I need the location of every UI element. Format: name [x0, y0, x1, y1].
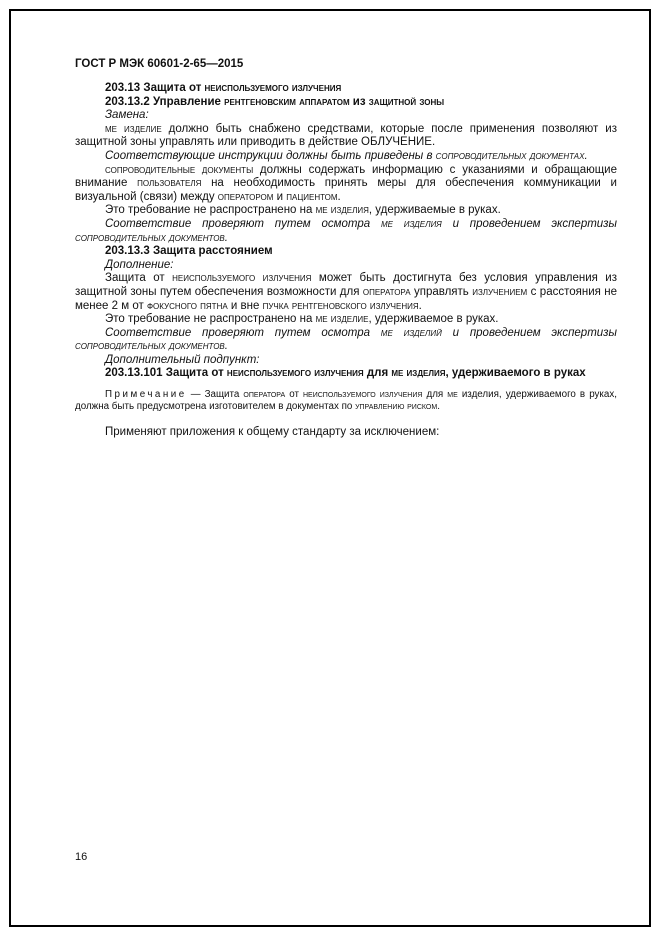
text-segment: , удерживаемые в руках.	[368, 204, 501, 217]
text-segment: от	[285, 389, 303, 401]
text-segment: и вне	[227, 299, 263, 312]
text-segment: 203.13 Защита от	[105, 82, 205, 94]
paragraph	[75, 426, 617, 440]
text-segment: с расстояния не менее 2 м от	[75, 285, 618, 312]
paragraph	[75, 218, 617, 245]
text-segment: на необходимость принять меры для обеспечения коммуникации и визуальной (связи) между	[75, 177, 617, 203]
text-segment: Это требование не распространено на	[105, 204, 316, 217]
text-segment: .	[224, 231, 228, 244]
text-segment: из	[349, 95, 369, 108]
paragraph	[75, 82, 617, 96]
paragraph	[75, 272, 617, 313]
text-segment: управлять	[410, 285, 473, 298]
paragraph	[75, 96, 617, 110]
text-segment: пользователя	[137, 177, 202, 190]
paragraph	[75, 204, 617, 218]
paragraph	[75, 313, 617, 327]
document-paragraphs	[75, 82, 617, 440]
paragraph	[75, 123, 617, 150]
document-header: ГОСТ Р МЭК 60601-2-65—2015	[75, 58, 244, 70]
text-segment: должно быть снабжено средствами, которые после применения позволяют из защитной зоны управлять или приводить в действие ОБЛУЧЕНИЕ.	[75, 122, 617, 149]
text-segment: Это требование не распространено на	[105, 313, 316, 326]
text-segment: оператором	[217, 190, 274, 203]
text-segment: ме изделие	[315, 313, 369, 326]
text-segment: может быть достигнута без условия управления из защитной зоны путем обеспечения возможности для	[75, 272, 618, 298]
text-segment: 203.13.3 Защита расстоянием	[105, 245, 273, 258]
text-segment: Дополнительный подпункт:	[105, 353, 260, 366]
text-segment: и проведением экспертизы	[441, 326, 617, 339]
text-segment: для	[422, 389, 448, 401]
text-segment: ме изделия	[380, 217, 442, 230]
text-segment: неиспользуемого излучения	[226, 367, 364, 380]
text-segment: ме	[447, 389, 458, 401]
text-segment: .	[584, 149, 588, 162]
page-number: 16	[75, 851, 88, 863]
paragraph	[75, 245, 617, 259]
paragraph	[75, 367, 617, 381]
text-segment: .	[224, 340, 228, 353]
text-segment: ме изделий	[380, 326, 442, 339]
text-segment: сопроводительных документов	[75, 231, 225, 244]
text-segment: Соответствующие инструкции должны быть приведены в	[105, 149, 436, 162]
text-segment: и проведением экспертизы	[441, 217, 617, 230]
text-segment: ме изделие	[105, 122, 162, 135]
text-segment: Соответствие проверяют путем осмотра	[105, 326, 381, 339]
text-segment: для	[363, 367, 392, 380]
text-segment: неиспользуемого излучения	[302, 389, 423, 401]
text-segment: Применяют приложения к общему стандарту за исключением:	[105, 426, 440, 439]
text-segment: неиспользуемого излучения	[172, 272, 312, 285]
text-segment: .	[437, 400, 440, 412]
text-segment: фокусного пятна	[146, 299, 228, 312]
text-segment: — Защита	[186, 389, 244, 401]
text-segment: сопроводительных документах	[435, 149, 585, 162]
text-segment: .	[418, 299, 422, 312]
text-segment: пучка рентгеновского излучения	[262, 299, 419, 312]
text-segment: Замена:	[105, 109, 149, 122]
text-segment: , удерживаемого в руках	[445, 367, 586, 380]
text-segment: ме изделия	[315, 204, 369, 217]
text-segment: Примечание	[105, 389, 187, 401]
paragraph	[75, 327, 617, 354]
text-segment: излучением	[472, 285, 528, 298]
text-segment: неиспользуемого излучения	[204, 82, 342, 94]
text-segment: оператора	[362, 285, 411, 298]
text-segment: 203.13.2 Управление	[105, 95, 225, 108]
paragraph	[75, 259, 617, 273]
paragraph	[75, 150, 617, 164]
text-segment: пациентом	[286, 190, 338, 203]
text-segment: Соответствие проверяют путем осмотра	[105, 217, 381, 230]
text-segment: должны содержать информацию с указаниями и обращающие внимание	[75, 163, 617, 190]
text-segment: Дополнение:	[105, 258, 174, 271]
paragraph	[75, 354, 617, 368]
text-segment: изделия, удерживаемого в руках, должна быть предусмотрена изготовителем в документах по	[75, 389, 617, 412]
text-segment: 203.13.101 Защита от	[105, 367, 227, 380]
text-segment: и	[273, 190, 287, 203]
text-segment: защитной зоны	[368, 95, 445, 108]
text-segment: ме изделия	[391, 367, 446, 380]
text-segment: рентгеновским аппаратом	[224, 95, 350, 108]
text-segment: .	[337, 190, 341, 203]
paragraph	[75, 164, 617, 205]
paragraph	[75, 389, 617, 412]
text-segment: управлению риском	[355, 400, 438, 412]
paragraph	[75, 109, 617, 123]
text-segment: , удерживаемое в руках.	[368, 313, 499, 326]
text-segment: сопроводительных документов	[75, 340, 225, 353]
text-segment: оператора	[243, 389, 286, 401]
text-segment: Защита от	[105, 272, 173, 285]
text-segment: сопроводительные документы	[105, 163, 254, 176]
page-content	[75, 58, 617, 440]
